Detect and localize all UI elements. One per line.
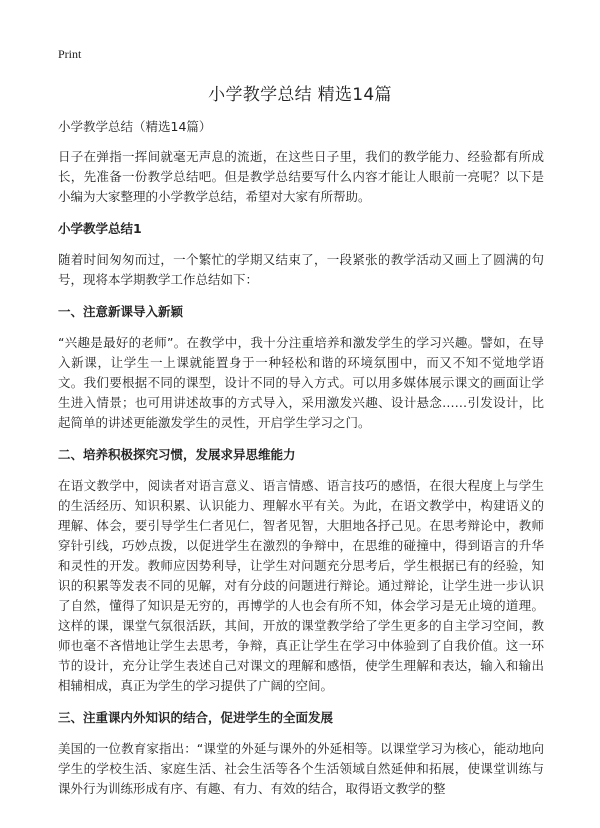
section-intro-paragraph: 随着时间匆匆而过，一个繁忙的学期又结束了，一段紧张的教学活动又画上了圆满的句号，现将本学期教学工作总结如下： xyxy=(58,252,544,287)
document-subtitle: 小学教学总结（精选14篇） xyxy=(58,119,212,134)
print-link[interactable]: Print xyxy=(58,47,82,61)
part-2-paragraph: 在语文教学中，阅读者对语言意义、语言情感、语言技巧的感悟，在很大程度上与学生的生活经历、知识积累、认识能力、理解水平有关。为此，在语文教学中，构建语义的理解、体会，要引导学生仁者见仁，智者见智，大胆地各抒己见。在思考辩论中，教师穿针引线，巧妙点拨，以促进学生在激烈的争辩中，在思维的碰撞中，得到语言的升华和灵性的开发。教师应因势利导，让学生对问题充分思考后，学生根据已有的经验，知识的积累等发表不同的见解，对有分歧的问题进行辩论。通过辩论，让学生进一步认识了自然，懂得了知识是无穷的，再博学的人也会有所不知，体会学习是无止境的道理。这样的课，课堂气氛很活跃，其间，开放的课堂教学给了学生更多的自主学习空间，教师也毫不吝惜地让学生去思考，争辩，真正让学生在学习中体验到了自我价值。这一环节的设计，充分让学生表述自己对课文的理解和感悟，使学生理解和表达，输入和输出相辅相成，真正为学生的学习提供了广阔的空间。 xyxy=(58,478,544,693)
section-title: 小学教学总结1 xyxy=(58,221,142,236)
part-1-paragraph: “兴趣是最好的老师”。在教学中，我十分注重培养和激发学生的学习兴趣。譬如，在导入新课，让学生一上课就能置身于一种轻松和谐的环境氛围中，而又不知不觉地学语文。我们要根据不同的课型，设计不同的导入方式。可以用多媒体展示课文的画面让学生进入情景；也可用讲述故事的方式导入，采用激发兴趣、设计悬念……引发设计，比起简单的讲述更能激发学生的灵性，开启学生学习之门。 xyxy=(58,335,544,430)
part-1-heading: 一、注意新课导入新颖 xyxy=(58,304,184,319)
page-title: 小学教学总结 精选14篇 xyxy=(208,85,392,105)
intro-paragraph: 日子在弹指一挥间就毫无声息的流逝，在这些日子里，我们的教学能力、经验都有所成长，先准备一份教学总结吧。但是教学总结要写什么内容才能让人眼前一亮呢？以下是小编为大家整理的小学教学总结，希望对大家有所帮助。 xyxy=(58,149,544,204)
part-3-paragraph: 美国的一位教育家指出：“课堂的外延与课外的外延相等。以课堂学习为核心，能动地向学生的学校生活、家庭生活、社会生活等各个生活领域自然延伸和拓展，使课堂训练与课外行为训练形成有序、有趣、有力、有效的结合，取得语文教学的整 xyxy=(58,741,544,796)
part-3-heading: 三、注重课内外知识的结合，促进学生的全面发展 xyxy=(58,710,334,725)
document-body xyxy=(58,117,544,809)
part-2-heading: 二、培养积极探究习惯，发展求异思维能力 xyxy=(58,447,296,462)
